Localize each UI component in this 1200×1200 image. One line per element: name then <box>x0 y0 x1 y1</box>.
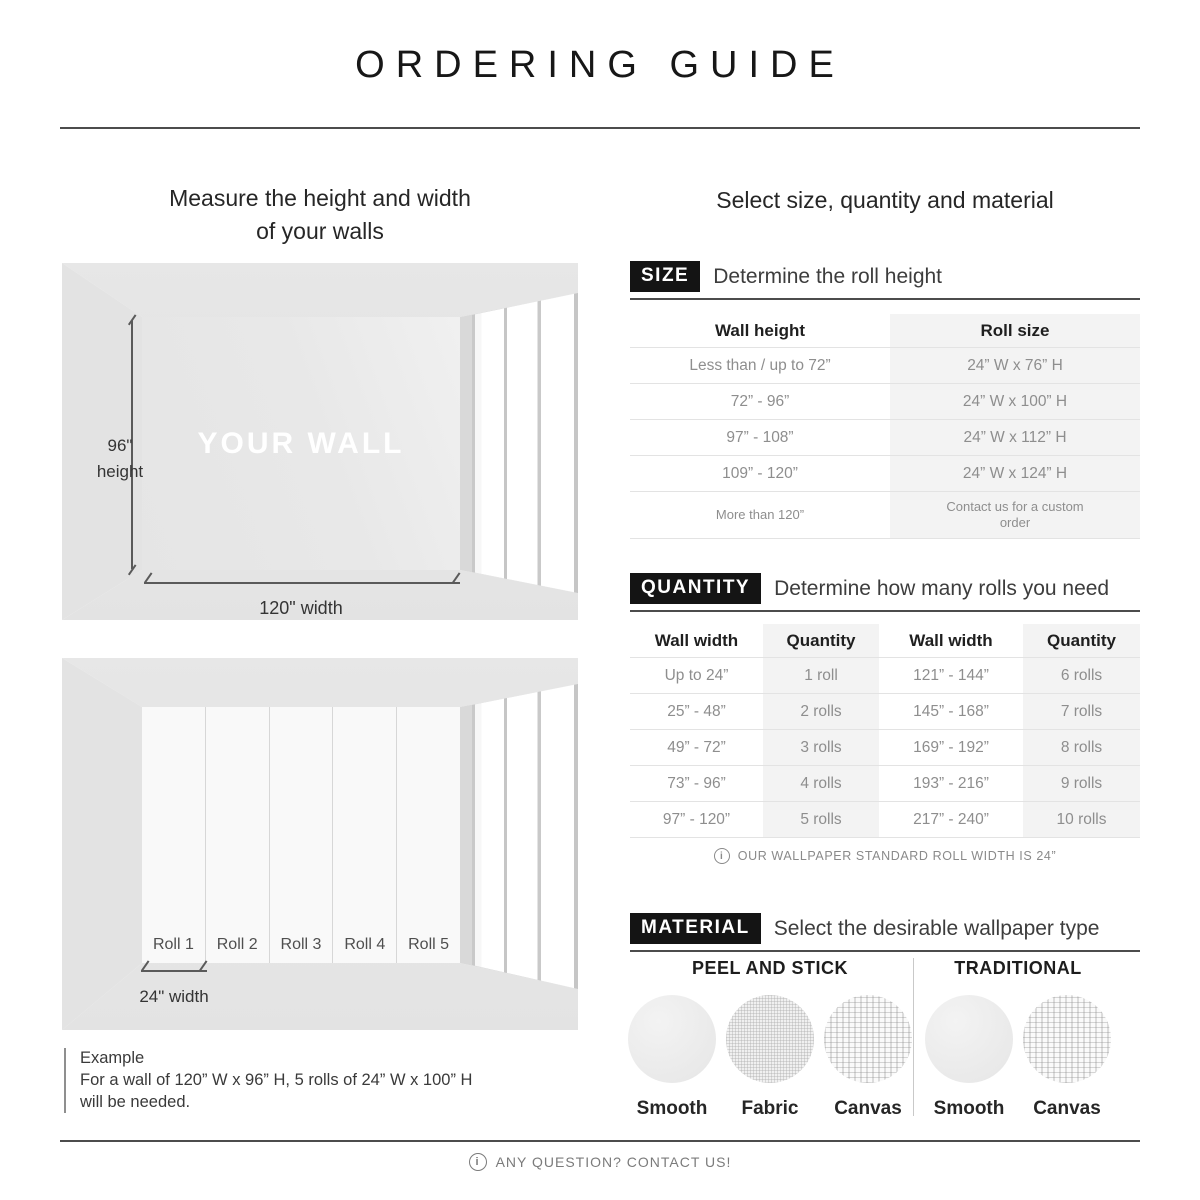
qty-row-cell: 7 rolls <box>1023 693 1140 729</box>
roll-panel-1 <box>142 707 206 963</box>
quantity-table <box>630 624 1140 838</box>
swatch-smooth <box>923 995 1015 1120</box>
measure-heading-line1: Measure the height and width <box>169 185 471 211</box>
swatch-canvas <box>822 995 914 1120</box>
swatch-label: Canvas <box>1033 1098 1101 1119</box>
qty-row-cell: Up to 24” <box>630 657 763 693</box>
info-icon: i <box>714 848 730 864</box>
traditional-swatches <box>923 995 1113 1120</box>
room1-window <box>472 263 578 620</box>
size-row-cell: 24” W x 124” H <box>890 455 1140 491</box>
swatch-label: Smooth <box>933 1098 1005 1119</box>
qty-row-cell: 5 rolls <box>763 801 879 838</box>
size-row-cell: 72” - 96” <box>630 383 890 419</box>
example-title: Example <box>80 1049 145 1067</box>
size-underline <box>630 298 1140 300</box>
swatch-smooth <box>626 995 718 1120</box>
quantity-subtitle: Determine how many rolls you need <box>774 576 1110 600</box>
qty-row-cell: 97” - 120” <box>630 801 763 838</box>
size-row-cell: 24” W x 112” H <box>890 419 1140 455</box>
swatch-fabric <box>724 995 816 1120</box>
quantity-section-header <box>630 573 1140 604</box>
qty-row-cell: 6 rolls <box>1023 657 1140 693</box>
qty-row-cell: 73” - 96” <box>630 765 763 801</box>
fabric-texture-circle <box>726 995 814 1083</box>
quantity-underline <box>630 610 1140 612</box>
footer-contact <box>0 1153 1200 1171</box>
peel-and-stick-group <box>630 958 910 1120</box>
page-title: ORDERING GUIDE <box>355 44 845 86</box>
roll-panels <box>142 707 460 963</box>
roll-width-dimension-line <box>141 970 207 972</box>
measure-heading <box>62 182 578 247</box>
qty-row-cell: 10 rolls <box>1023 801 1140 838</box>
custom-order-text: Contact us for a custom order <box>946 498 1084 530</box>
room-illustration-rolls <box>62 658 578 1030</box>
qty-col-header: Wall width <box>654 630 739 650</box>
qty-row-cell: 9 rolls <box>1023 765 1140 801</box>
footer-divider <box>60 1140 1140 1142</box>
qty-col-header: Quantity <box>763 624 879 657</box>
your-wall-label: YOUR WALL <box>197 426 405 460</box>
qty-row-cell: 145” - 168” <box>879 693 1023 729</box>
qty-col-header: Wall width <box>909 630 993 650</box>
height-value: 96" <box>107 436 133 455</box>
qty-row-cell: 1 roll <box>763 657 879 693</box>
example-block <box>64 1048 550 1113</box>
measure-heading-line2: of your walls <box>256 217 384 244</box>
material-section-header <box>630 913 1140 944</box>
qty-row-cell: 4 rolls <box>763 765 879 801</box>
size-section-header <box>630 261 1140 292</box>
peel-and-stick-title: PEEL AND STICK <box>691 958 849 978</box>
qty-row-cell: 49” - 72” <box>630 729 763 765</box>
material-subtitle: Select the desirable wallpaper type <box>773 916 1100 940</box>
size-row-cell: 97” - 108” <box>630 419 890 455</box>
height-dimension-label <box>74 433 166 484</box>
smooth-texture-circle <box>628 995 716 1083</box>
roll-label-5: Roll 5 <box>408 936 450 953</box>
qty-row-cell: 3 rolls <box>763 729 879 765</box>
qty-row-cell: 8 rolls <box>1023 729 1140 765</box>
width-dimension-label: 120" width <box>259 598 343 618</box>
qty-row-cell: 217” - 240” <box>879 801 1023 838</box>
size-row-cell: More than 120” <box>630 491 890 539</box>
traditional-group <box>922 958 1114 1120</box>
qty-row-cell: 169” - 192” <box>879 729 1023 765</box>
qty-row-cell: 193” - 216” <box>879 765 1023 801</box>
roll-panel-3 <box>270 707 334 963</box>
qty-row-cell: 121” - 144” <box>879 657 1023 693</box>
height-word: height <box>96 461 144 481</box>
qty-row-cell: 2 rolls <box>763 693 879 729</box>
material-group-divider <box>913 958 914 1116</box>
footer-contact-text: ANY QUESTION? CONTACT US! <box>495 1154 732 1170</box>
room1-back-wall <box>142 317 460 570</box>
example-line1: For a wall of 120” W x 96” H, 5 rolls of 24” W x 100” H <box>80 1070 473 1089</box>
example-line2: will be needed. <box>80 1092 191 1111</box>
material-underline <box>630 950 1140 952</box>
size-table <box>630 314 1140 539</box>
swatch-canvas <box>1021 995 1113 1120</box>
roll-width-note <box>630 848 1140 864</box>
size-col-roll-size: Roll size <box>890 314 1140 347</box>
smooth-texture-circle <box>925 995 1013 1083</box>
header-divider <box>60 127 1140 129</box>
roll-label-3: Roll 3 <box>280 936 322 953</box>
roll-width-note-text: OUR WALLPAPER STANDARD ROLL WIDTH IS 24” <box>737 849 1057 863</box>
room-illustration-your-wall <box>62 263 578 620</box>
roll-label-1: Roll 1 <box>152 936 194 953</box>
swatch-label: Smooth <box>636 1098 708 1119</box>
select-heading: Select size, quantity and material <box>716 187 1054 213</box>
size-row-cell <box>890 491 1140 539</box>
material-badge: MATERIAL <box>630 913 761 944</box>
peel-and-stick-swatches <box>626 995 914 1120</box>
qty-col-header: Quantity <box>1023 624 1140 657</box>
roll-panel-4 <box>333 707 397 963</box>
size-row-cell: 24” W x 76” H <box>890 347 1140 383</box>
canvas-texture-circle <box>1023 995 1111 1083</box>
size-subtitle: Determine the roll height <box>713 264 943 288</box>
size-col-wall-height: Wall height <box>714 320 806 340</box>
roll-width-dimension-label: 24" width <box>139 987 209 1006</box>
info-icon: i <box>469 1153 487 1171</box>
canvas-texture-circle <box>824 995 912 1083</box>
swatch-label: Canvas <box>834 1098 902 1119</box>
roll-label-2: Roll 2 <box>216 936 258 953</box>
size-row-cell: Less than / up to 72” <box>630 347 890 383</box>
roll-label-4: Roll 4 <box>344 936 386 953</box>
swatch-label: Fabric <box>741 1098 799 1119</box>
size-row-cell: 109” - 120” <box>630 455 890 491</box>
roll-panel-2 <box>206 707 270 963</box>
qty-row-cell: 25” - 48” <box>630 693 763 729</box>
roll-panel-5 <box>397 707 460 963</box>
quantity-badge: QUANTITY <box>630 573 761 604</box>
size-row-cell: 24” W x 100” H <box>890 383 1140 419</box>
traditional-title: TRADITIONAL <box>954 958 1082 978</box>
width-dimension-line <box>144 582 460 584</box>
size-badge: SIZE <box>630 261 700 292</box>
